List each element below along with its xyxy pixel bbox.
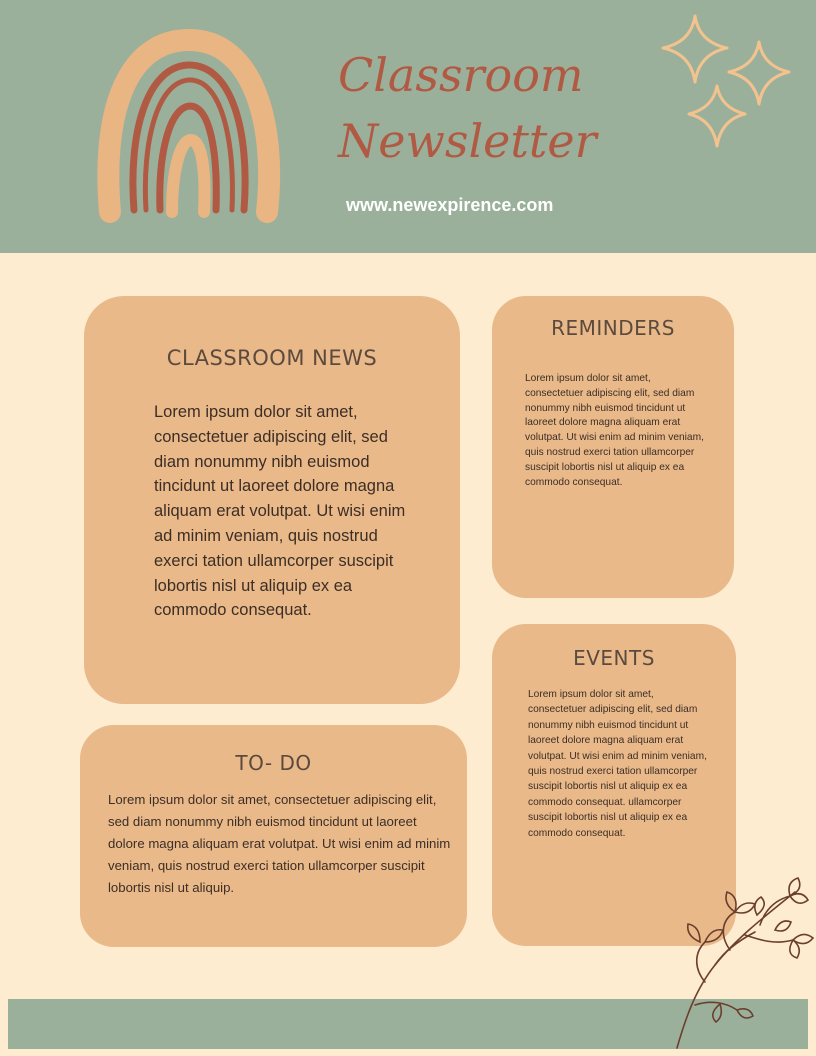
events-heading: EVENTS [573,646,655,670]
reminders-heading: REMINDERS [551,316,675,340]
classroom-news-heading: CLASSROOM NEWS [166,346,378,370]
rainbow-icon [92,22,292,227]
reminders-body: Lorem ipsum dolor sit amet, consectetuer adipiscing elit, sed diam nonummy nibh euismod tincidunt ut laoreet dolore magna aliquam erat volutpat. Ut wisi enim ad minim veniam, quis nostrud exerci tation ullamcorper suscipit lobortis nisl ut aliquip ex ea commodo consequat. [525,373,704,488]
classroom-news-body: Lorem ipsum dolor sit amet, consectetuer adipiscing elit, sed diam nonummy nibh euismod tincidunt ut laoreet dolore magna aliquam erat volutpat. Ut wisi enim ad minim veniam, quis nostrud exerci tation ullamcorper suscipit lobortis nisl ut aliquip ex ea commodo consequat. [154,403,406,620]
todo-heading: TO- DO [235,751,312,775]
newsletter-title [338,42,598,174]
events-body: Lorem ipsum dolor sit amet, consectetuer adipiscing elit, sed diam nonummy nibh euismod tincidunt ut laoreet dolore magna aliquam erat volutpat. Ut wisi enim ad minim veniam, quis nostrud exerci tation ullamcorper suscipit lobortis nisl ut aliquip ex ea commodo consequat. ullamcorper suscipit lobortis nisl ut aliquip ex ea commodo consequat. [528,689,707,839]
classroom-news-card [84,296,460,704]
floral-branch-icon [665,870,815,1052]
todo-body: Lorem ipsum dolor sit amet, consectetuer adipiscing elit, sed diam nonummy nibh euismod tincidunt ut laoreet dolore magna aliquam erat volutpat. Ut wisi enim ad minim veniam, quis nostrud exerci tation ullamcorper suscipit lobortis nisl ut aliquip. [108,792,451,895]
website-url: www.newexpirence.com [346,195,554,215]
header-banner [0,0,816,253]
todo-card [80,725,467,947]
title-line-2: Newsletter [338,114,597,168]
title-line-1: Classroom [338,48,584,102]
reminders-card [492,296,734,598]
sparkle-star-icon [655,8,805,158]
